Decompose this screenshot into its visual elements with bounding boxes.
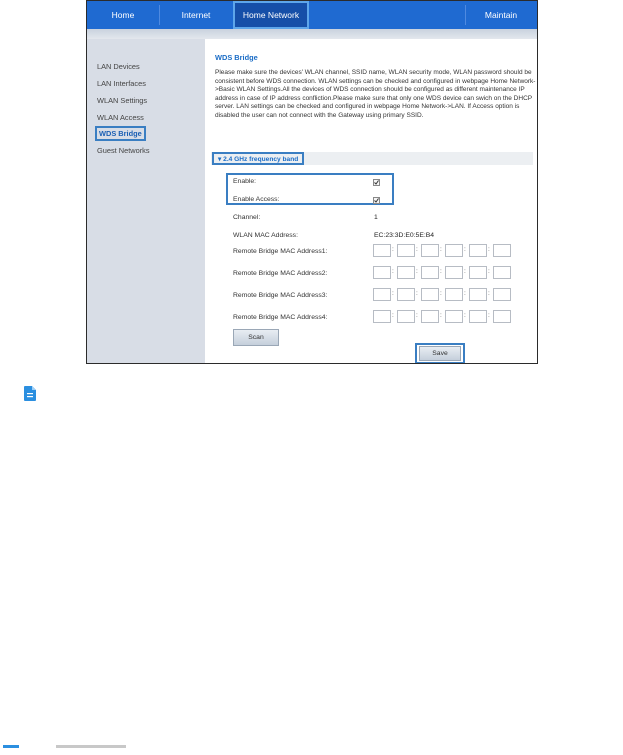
mac-octet-input[interactable] — [373, 266, 391, 279]
sidebar-item-wlan-settings[interactable]: WLAN Settings — [97, 96, 148, 105]
remote-mac-label-4: Remote Bridge MAC Address4: — [233, 314, 328, 321]
mac-octet-input[interactable] — [421, 288, 439, 301]
mac-octet-input[interactable] — [373, 244, 391, 257]
router-screenshot — [86, 0, 538, 364]
mac-separator: : — [416, 246, 418, 253]
band-toggle[interactable] — [212, 152, 304, 165]
remote-mac-label-3: Remote Bridge MAC Address3: — [233, 292, 328, 299]
mac-octet-input[interactable] — [445, 244, 463, 257]
checkmark-icon — [374, 180, 379, 185]
sidebar-item-guest-networks[interactable]: Guest Networks — [97, 146, 150, 155]
mac-separator: : — [440, 268, 442, 275]
mac-separator: : — [392, 246, 394, 253]
mac-separator: : — [392, 268, 394, 275]
mac-octet-input[interactable] — [445, 310, 463, 323]
mac-octet-input[interactable] — [469, 244, 487, 257]
mac-octet-input[interactable] — [469, 310, 487, 323]
page-title: WDS Bridge — [215, 53, 258, 62]
mac-octet-input[interactable] — [469, 266, 487, 279]
mac-octet-input[interactable] — [373, 288, 391, 301]
mac-octet-input[interactable] — [493, 288, 511, 301]
mac-separator: : — [416, 268, 418, 275]
checkmark-icon — [374, 198, 379, 203]
channel-value: 1 — [374, 214, 378, 221]
enable-access-label: Enable Access: — [233, 196, 280, 203]
wlan-mac-label: WLAN MAC Address: — [233, 232, 298, 239]
mac-separator: : — [392, 290, 394, 297]
enable-checkbox[interactable] — [373, 179, 380, 186]
mac-octet-input[interactable] — [421, 266, 439, 279]
mac-separator: : — [464, 290, 466, 297]
chevron-down-icon: ▾ — [218, 156, 222, 163]
footer-accent-bar — [3, 745, 19, 748]
scan-button[interactable]: Scan — [233, 329, 279, 346]
wlan-mac-value: EC:23:3D:E0:5E:B4 — [374, 232, 435, 239]
mac-octet-input[interactable] — [445, 266, 463, 279]
mac-octet-input[interactable] — [397, 244, 415, 257]
mac-separator: : — [440, 312, 442, 319]
mac-separator: : — [464, 268, 466, 275]
mac-octet-input[interactable] — [397, 310, 415, 323]
mac-separator: : — [440, 246, 442, 253]
nav-home-network[interactable]: Home Network — [233, 1, 309, 29]
enable-label: Enable: — [233, 178, 257, 185]
mac-octet-input[interactable] — [493, 310, 511, 323]
mac-octet-input[interactable] — [397, 288, 415, 301]
sidebar-item-lan-interfaces[interactable]: LAN Interfaces — [97, 79, 146, 88]
nav-internet[interactable]: Internet — [181, 10, 211, 20]
mac-octet-input[interactable] — [373, 310, 391, 323]
sub-header-band — [87, 29, 537, 39]
band-label: 2.4 GHz frequency band — [223, 156, 299, 163]
page-description: Please make sure the devices' WLAN channel, SSID name, WLAN security mode, WLAN password should be consistent before WDS connection. WLAN settings can be checked and configured in webpage Home Network->Basic WLAN Settings.All the devices of WDS connection should be configured as different maintenance IP address in case of IP address confliction.Please make sure that only one WDS device can swich on the DHCP server. LAN settings can be checked and configured in webpage Home Network->LAN. If Access option is disabled the user can not connect with the Gateway using primary SSID. — [215, 69, 536, 119]
mac-separator: : — [464, 312, 466, 319]
sidebar-item-wds-bridge[interactable]: WDS Bridge — [95, 126, 146, 141]
remote-mac-label-1: Remote Bridge MAC Address1: — [233, 248, 328, 255]
mac-octet-input[interactable] — [421, 244, 439, 257]
mac-octet-input[interactable] — [445, 288, 463, 301]
mac-separator: : — [488, 290, 490, 297]
mac-separator: : — [464, 246, 466, 253]
nav-home[interactable]: Home — [111, 10, 135, 20]
sidebar-item-wlan-access[interactable]: WLAN Access — [97, 113, 144, 122]
mac-separator: : — [416, 290, 418, 297]
mac-octet-input[interactable] — [397, 266, 415, 279]
channel-label: Channel: — [233, 214, 261, 221]
save-button[interactable]: Save — [419, 346, 461, 361]
mac-separator: : — [488, 312, 490, 319]
top-navigation — [87, 1, 537, 29]
mac-octet-input[interactable] — [469, 288, 487, 301]
mac-separator: : — [392, 312, 394, 319]
sidebar — [87, 39, 205, 363]
nav-maintain[interactable]: Maintain — [484, 10, 518, 20]
mac-separator: : — [488, 246, 490, 253]
mac-octet-input[interactable] — [421, 310, 439, 323]
footer-divider-bar — [56, 745, 126, 748]
mac-separator: : — [440, 290, 442, 297]
remote-mac-label-2: Remote Bridge MAC Address2: — [233, 270, 328, 277]
mac-octet-input[interactable] — [493, 266, 511, 279]
mac-octet-input[interactable] — [493, 244, 511, 257]
mac-separator: : — [488, 268, 490, 275]
enable-access-checkbox[interactable] — [373, 197, 380, 204]
mac-separator: : — [416, 312, 418, 319]
sidebar-item-lan-devices[interactable]: LAN Devices — [97, 62, 140, 71]
document-note-icon — [24, 386, 36, 401]
main-content — [205, 39, 537, 363]
